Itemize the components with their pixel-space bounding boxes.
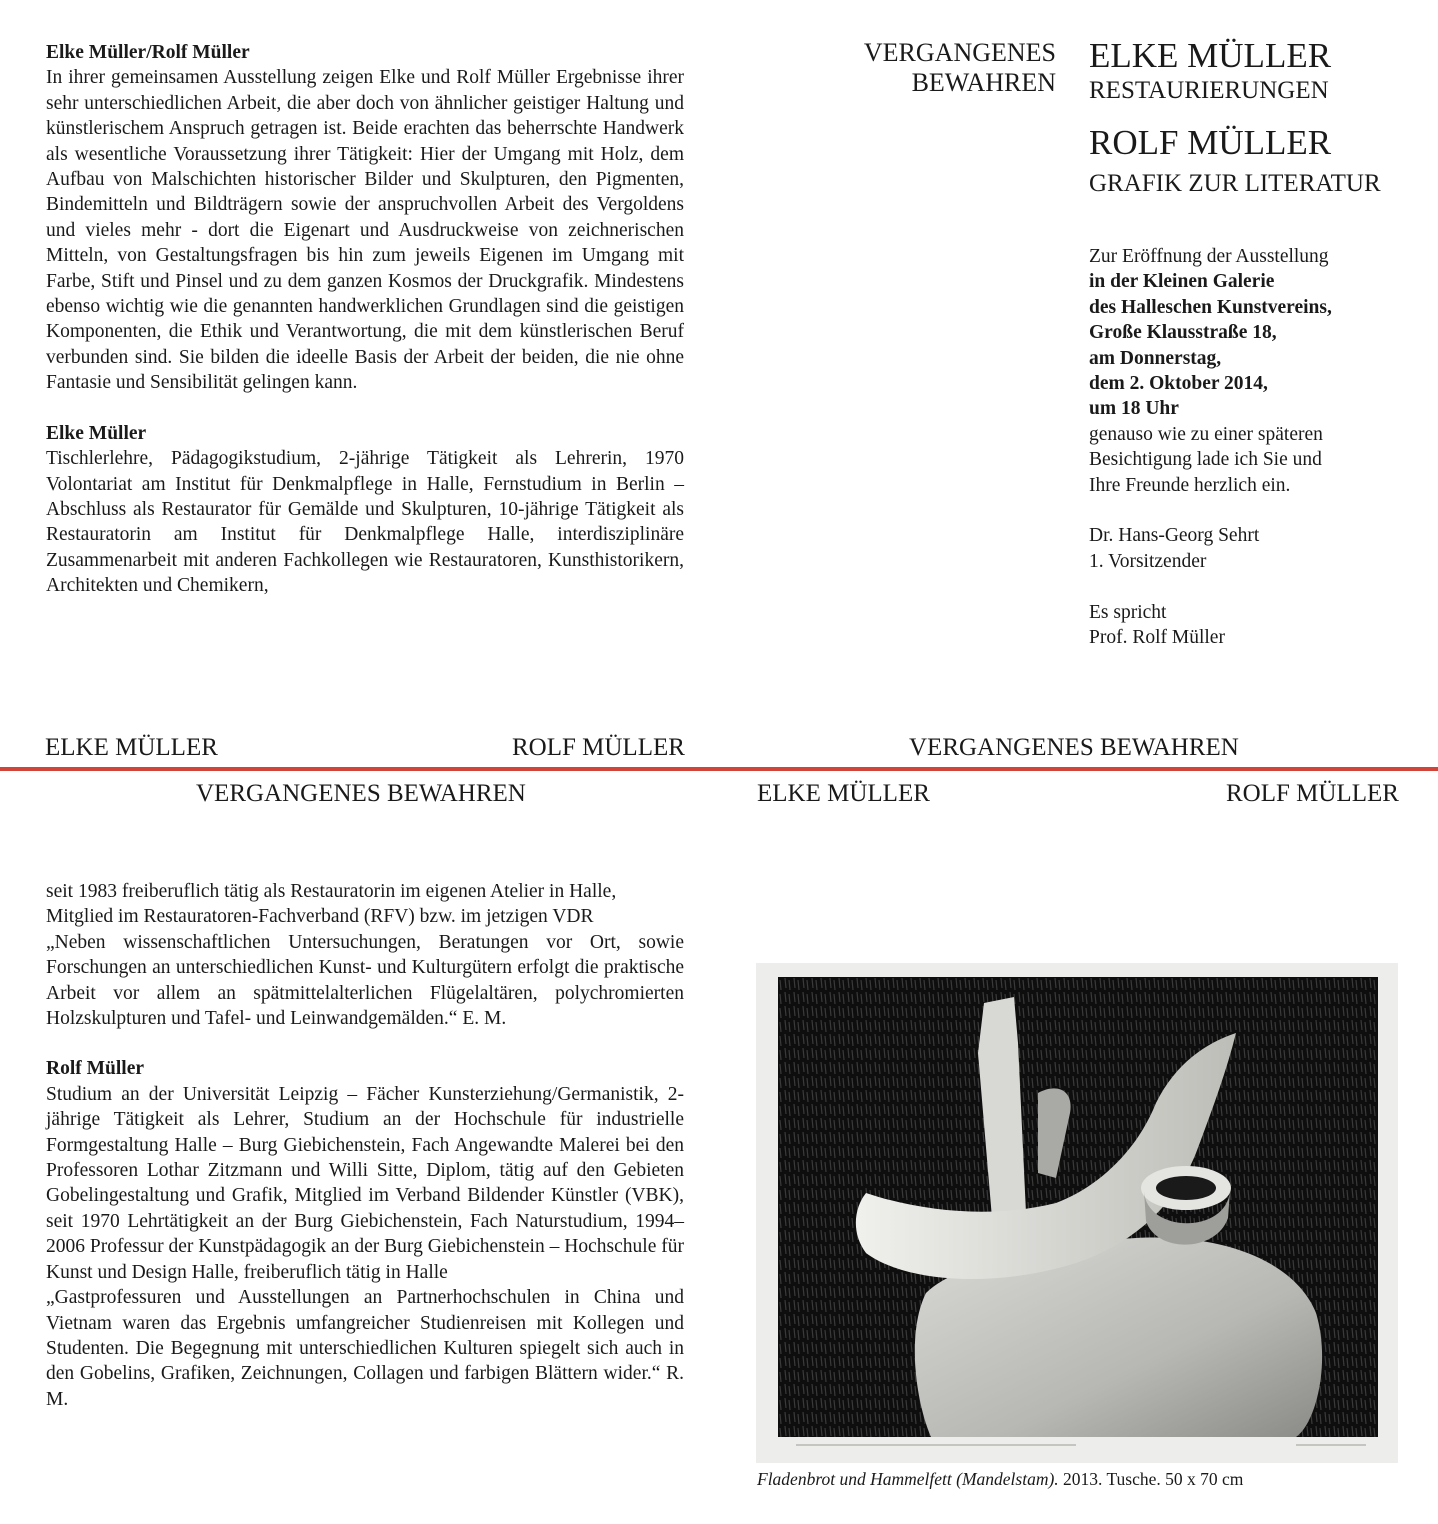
invitation-line: Besichtigung lade ich Sie und [1089, 449, 1322, 471]
artwork-title: Fladenbrot und Hammelfett (Mandelstam). [757, 1469, 1059, 1489]
artwork-details: 2013. Tusche. 50 x 70 cm [1058, 1469, 1244, 1489]
invitation-line: in der Kleinen Galerie [1089, 271, 1275, 293]
band-bottom-title: VERGANGENES BEWAHREN [196, 780, 526, 807]
cover-sub-restaurierungen: RESTAURIERUNGEN [1089, 77, 1329, 104]
rolf-bio: Studium an der Universität Leipzig – Fächer Kunsterziehung/Germanistik, 2-jährige Tätigkeit als Lehrer, Studium an der Hochschule für industrielle Formgestaltung Halle – Burg Giebichenstein, Fach Angewandte Malerei bei den Professoren Lothar Zitzmann und Willi Sitte, Diplom, tätig auf den Gebieten Gobelingestaltung und Grafik, Mitglied im Verband Bildender Künstler (VBK), seit 1970 Lehrtätigkeit an der Burg Giebichenstein, Fach Naturstudium, 1994–2006 Professur der Kunstpädagogik an der Burg Giebichenstein – Hochschule für Kunst und Design Halle, freiberuflich tätig in Halle [46, 1083, 684, 1283]
cover-tagline [820, 38, 1056, 98]
band-top-name-elke: ELKE MÜLLER [45, 734, 218, 761]
cover-tagline-line2: BEWAHREN [911, 68, 1056, 97]
band-top-name-rolf: ROLF MÜLLER [512, 734, 685, 761]
elke-bio-part2: seit 1983 freiberuflich tätig als Restauratorin im eigenen Atelier in Halle, Mitglied im Restauratoren-Fachverband (RFV) bzw. im jetzigen VDR [46, 881, 617, 928]
speaker-name: Prof. Rolf Müller [1089, 627, 1225, 649]
band-bottom-name-elke: ELKE MÜLLER [757, 780, 930, 807]
intro-column [46, 40, 684, 599]
invitation [1089, 244, 1429, 650]
fold-rule [0, 767, 1438, 771]
intro-heading: Elke Müller/Rolf Müller [46, 42, 250, 63]
invitation-line: dem 2. Oktober 2014, [1089, 373, 1268, 395]
invitation-line: genauso wie zu einer späteren [1089, 423, 1323, 445]
elke-quote: „Neben wissenschaftlichen Untersuchungen, Beratungen vor Ort, sowie Forschungen an unterschiedlichen Kunst- und Kulturgütern erfolgt die praktische Arbeit vor allem an spätmittelalterlichen Flügelaltären, polychromierten Holzskulpturen und Tafel- und Leinwandgemälden.“ E. M. [46, 931, 684, 1030]
cover-name-elke: ELKE MÜLLER [1089, 36, 1332, 75]
intro-text: In ihrer gemeinsamen Ausstellung zeigen Elke und Rolf Müller Ergebnisse ihrer sehr unterschiedlichen Arbeit, die aber doch von ähnlicher geistiger Haltung und künstlerischem Anspruch getragen ist. Beide erachten das beherrschte Handwerk als wesentliche Voraussetzung ihrer Tätigkeit: Hier der Umgang mit Holz, dem Aufbau von Malschichten historischer Bilder und Skulpturen, den Pigmenten, Bindemitteln und Bildträgern sowie der anspruchvollen Arbeit des Vergoldens und vieles mehr - dort die Eigenart und Ausdruckweise von zeichnerischen Mitteln, von Gestaltungsfragen bis hin zum jeweils Eigenen im Umgang mit Farbe, Stift und Pinsel und zu dem ganzen Kosmos der Druckgrafik. Mindestens ebenso wichtig wie die genannten handwerklichen Grundlagen sind die geistigen Komponenten, die Ethik und Verantwortung, die mit dem künstlerischen Beruf verbunden sind. Sie bilden die ideelle Basis der Arbeit der beiden, die nie ohne Fantasie und Sensibilität gelingen kann. [46, 67, 684, 394]
elke-bio-part1: Tischlerlehre, Pädagogikstudium, 2-jährige Tätigkeit als Lehrerin, 1970 Volontariat am Institut für Denkmalpflege in Halle, Fernstudium in Berlin – Abschluss als Restaurator für Gemälde und Skulpturen, 10-jährige Tätigkeit als Restauratorin am Institut für Denkmalpflege Halle, interdisziplinäre Zusammenarbeit mit anderen Fachkollegen wie Restauratoren, Kunsthistorikern, Architekten und Chemikern, [46, 448, 684, 597]
band-bottom-name-rolf: ROLF MÜLLER [1226, 780, 1399, 807]
rolf-heading: Rolf Müller [46, 1058, 145, 1080]
rolf-quote: „Gastprofessuren und Ausstellungen an Partnerhochschulen in China und Vietnam waren das Ergebnis umfangreicher Studienreisen mit Kollegen und Studenten. Die Begegnung mit unterschiedlichen Kulturen spiegelt sich auch in den Gobelins, Grafiken, Zeichnungen, Collagen und farbigen Blättern wider.“ R. M. [46, 1287, 684, 1410]
cover-tagline-line1: VERGANGENES [863, 38, 1056, 67]
invitation-line: des Halleschen Kunstvereins, [1089, 296, 1332, 318]
signer-role: 1. Vorsitzender [1089, 550, 1207, 572]
elke-heading: Elke Müller [46, 422, 147, 444]
ink-drawing [756, 963, 1398, 1463]
invitation-line: am Donnerstag, [1089, 347, 1222, 369]
invitation-line: um 18 Uhr [1089, 398, 1179, 420]
signer-name: Dr. Hans-Georg Sehrt [1089, 525, 1260, 547]
artwork-image [756, 963, 1398, 1463]
cover-titles [1089, 36, 1429, 199]
cover-sub-grafik: GRAFIK ZUR LITERATUR [1089, 170, 1381, 197]
band-top-title: VERGANGENES BEWAHREN [909, 734, 1239, 761]
speaker-label: Es spricht [1089, 601, 1167, 623]
invitation-line: Ihre Freunde herzlich ein. [1089, 474, 1291, 496]
invitation-line: Große Klausstraße 18, [1089, 322, 1277, 344]
invitation-intro: Zur Eröffnung der Ausstellung [1089, 246, 1329, 267]
cover-name-rolf: ROLF MÜLLER [1089, 123, 1332, 162]
biography-column [46, 879, 684, 1412]
artwork-caption [757, 1468, 1417, 1490]
